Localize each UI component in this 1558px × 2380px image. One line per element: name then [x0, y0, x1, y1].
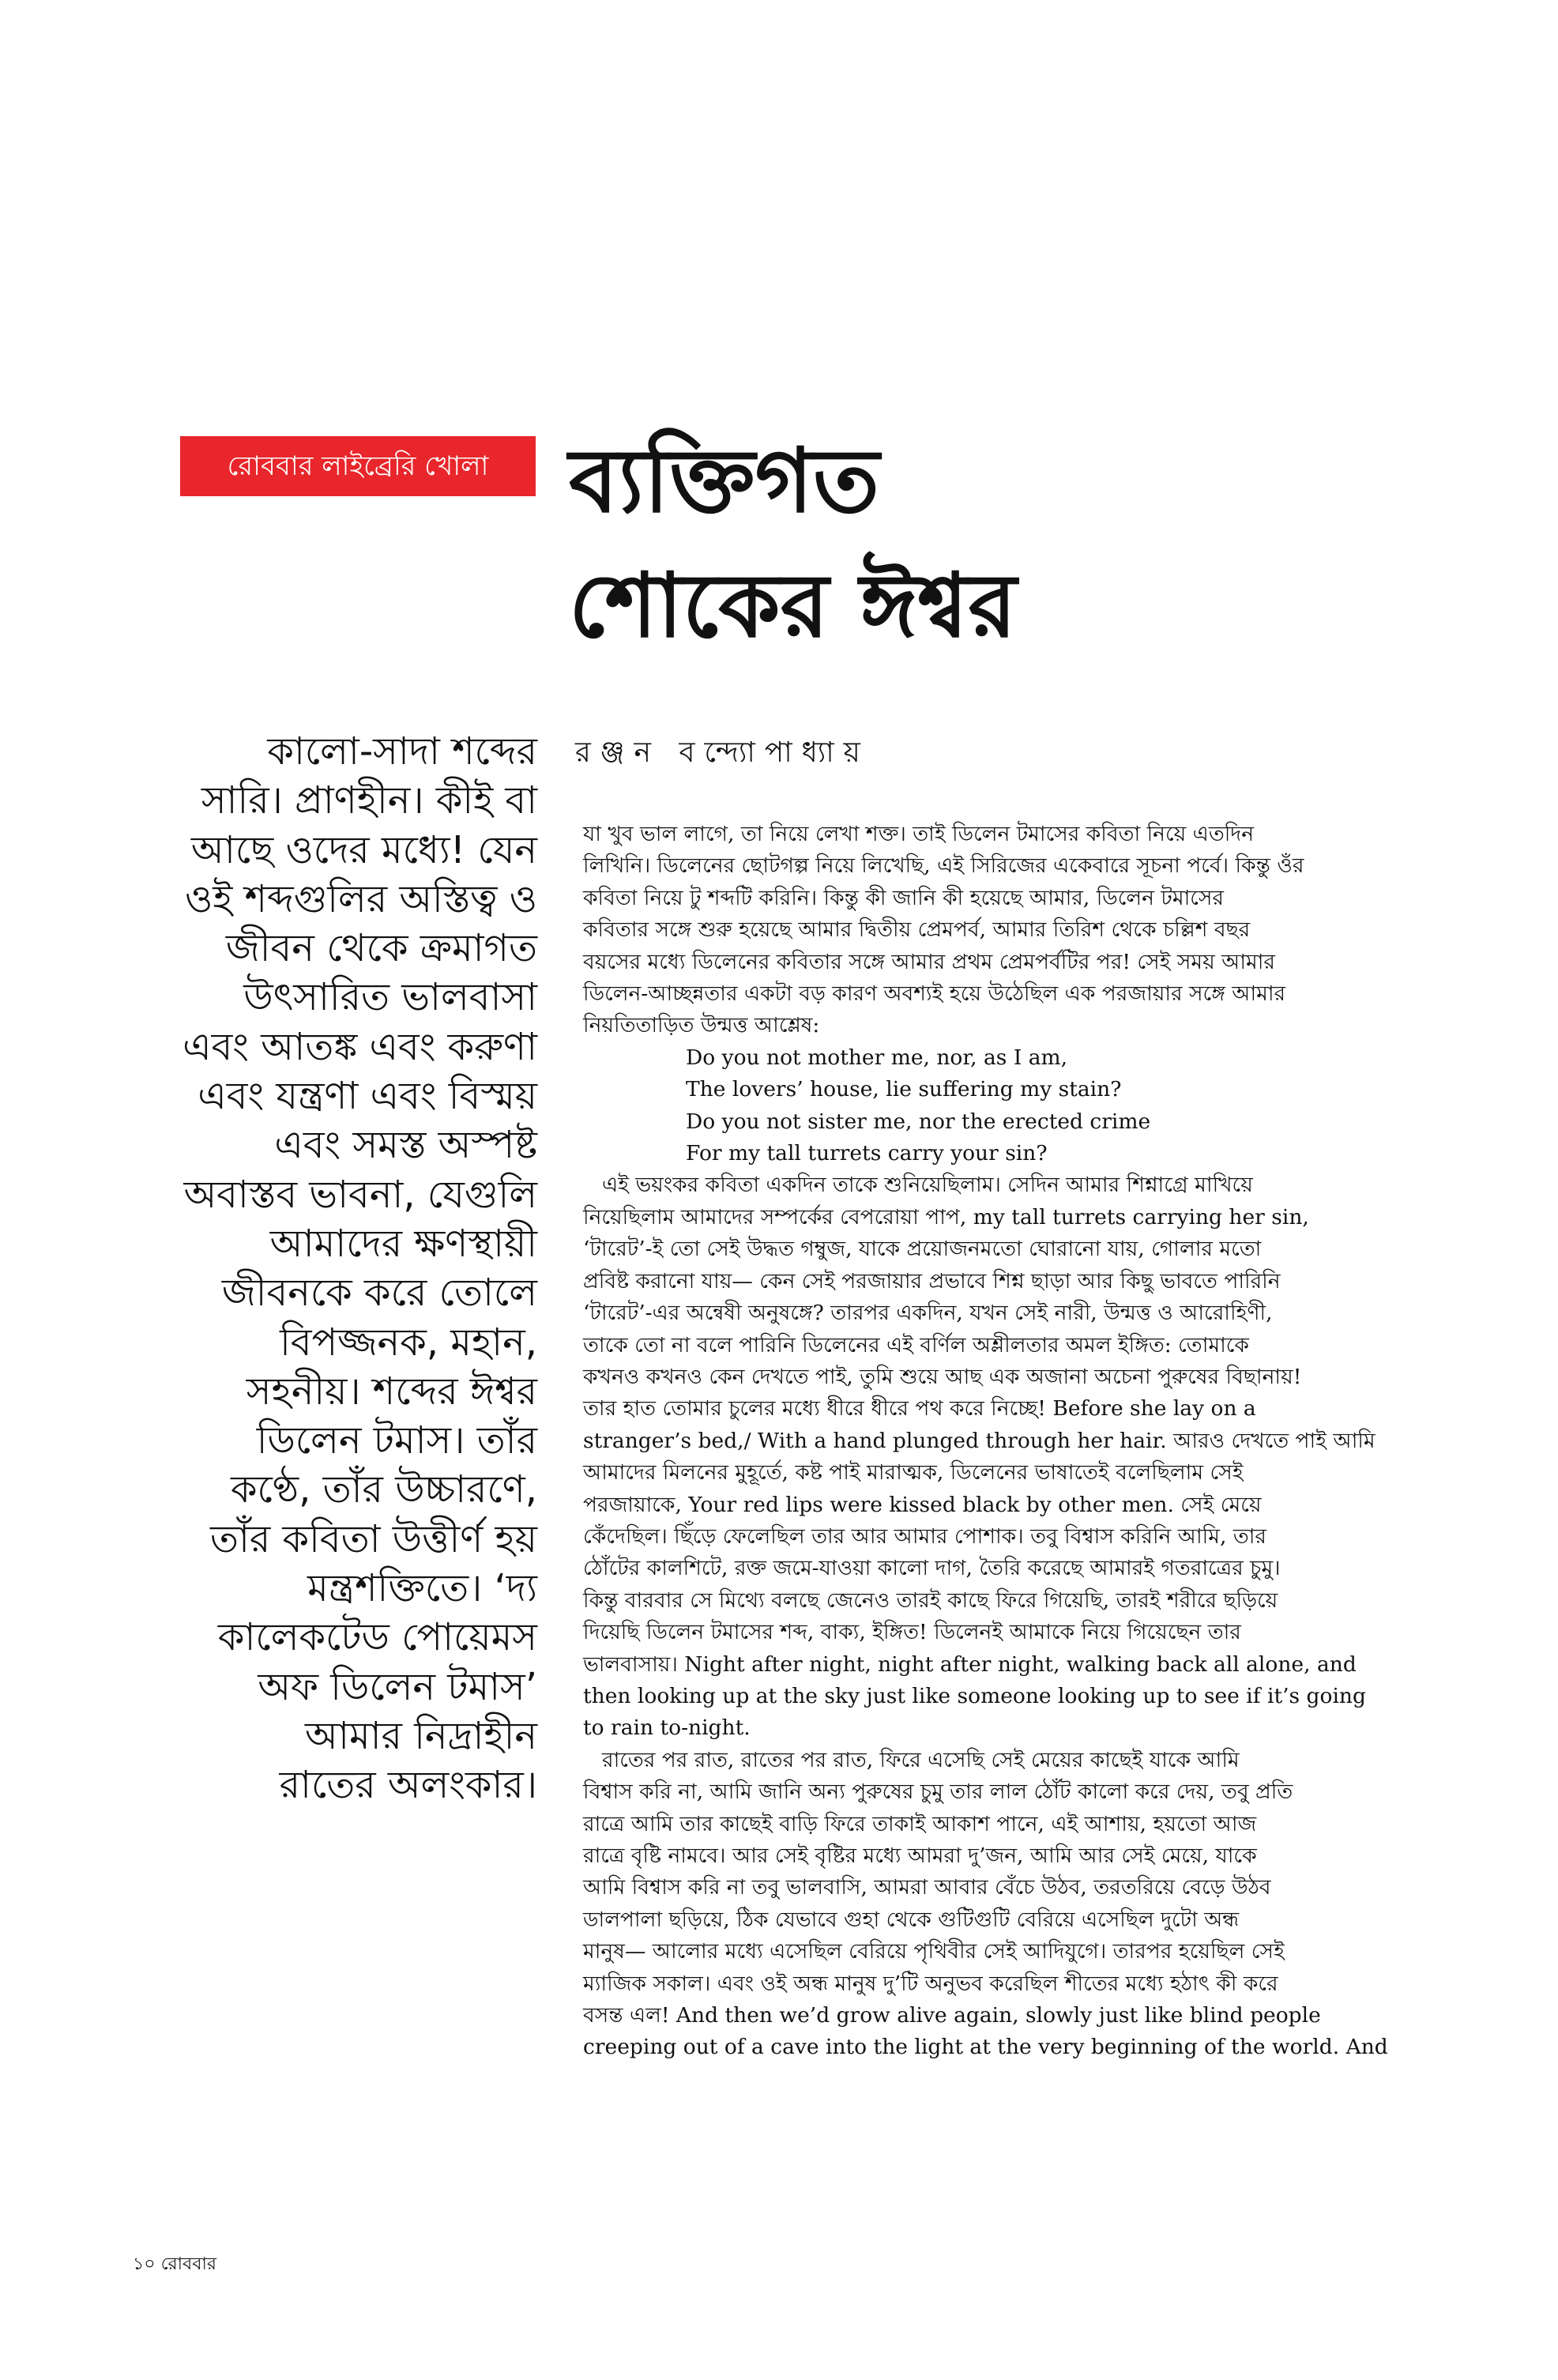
pull-quote-line: তাঁর কবিতা উত্তীর্ণ হয় — [209, 1516, 537, 1561]
pull-quote-line: আছে ওদের মধ্যে! যেন — [190, 827, 537, 872]
body-line: এই ভয়ংকর কবিতা একদিন তাকে শুনিয়েছিলাম। সেদিন আমার শিশ্নাগ্রে মাখিয়ে — [602, 1173, 1253, 1198]
body-line: ডিলেন-আচ্ছন্নতার একটা বড় কারণ অবশ্যই হয়ে উঠেছিল এক পরজায়ার সঙ্গে আমার — [583, 981, 1286, 1007]
body-line: কিন্তু বারবার সে মিথ্যে বলছে জেনেও তারই কাছে ফিরে গিয়েছি, তারই শরীরে ছড়িয়ে — [583, 1587, 1278, 1613]
pull-quote-line: এবং যন্ত্রণা এবং বিস্ময় — [198, 1074, 537, 1119]
pull-quote-line: অবাস্তব ভাবনা, যেগুলি — [183, 1172, 537, 1217]
body-line: creeping out of a cave into the light at the very beginning of the world. And — [583, 2035, 1388, 2060]
verse-line: For my tall turrets carry your sin? — [686, 1141, 1048, 1166]
author-byline: রঞ্জন বন্দ্যোপাধ্যায় — [575, 736, 870, 769]
body-line: ‘টারেট’-এর অন্বেষী অনুষঙ্গে? তারপর একদিন, যখন সেই নারী, উন্মত্ত ও আরোহিণী, — [583, 1301, 1273, 1326]
body-line: কবিতা নিয়ে টু শব্দটি করিনি। কিন্তু কী জানি কী হয়েছে আমার, ডিলেন টমাসের — [583, 885, 1224, 910]
body-line: রাত্রে বৃষ্টি নামবে। আর সেই বৃষ্টির মধ্যে আমরা দু’জন, আমি আর সেই মেয়ে, যাকে — [583, 1843, 1257, 1868]
verse-line: The lovers’ house, lie suffering my stain? — [686, 1077, 1122, 1102]
body-line: নিয়তিতাড়িত উন্মত্ত আশ্লেষ: — [583, 1013, 820, 1038]
body-line: stranger’s bed,/ With a hand plunged through her hair. আরও দেখতে পাই আমি — [583, 1428, 1375, 1453]
body-line: পরজায়াকে, Your red lips were kissed black by other men. সেই মেয়ে — [583, 1492, 1262, 1517]
body-line: দিয়েছি ডিলেন টমাসের শব্দ, বাক্য, ইঙ্গিত! ডিলেনই আমাকে নিয়ে গিয়েছেন তার — [583, 1620, 1241, 1645]
body-line: মানুষ— আলোর মধ্যে এসেছিল বেরিয়ে পৃথিবীর সেই আদিযুগে। তারপর হয়েছিল সেই — [583, 1939, 1285, 1964]
pull-quote-line: উৎসারিত ভালবাসা — [243, 975, 537, 1020]
article-body — [583, 819, 1440, 2064]
body-line: ডালপালা ছড়িয়ে, ঠিক যেভাবে গুহা থেকে গুটিগুটি বেরিয়ে এসেছিল দুটো অন্ধ — [583, 1907, 1240, 1932]
body-line: ঠোঁটের কালশিটে, রক্ত জমে-যাওয়া কালো দাগ, তৈরি করেছে আমারই গতরাত্রের চুমু। — [583, 1556, 1281, 1581]
body-line: লিখিনি। ডিলেনের ছোটগল্প নিয়ে লিখেছি, এই সিরিজের একেবারে সূচনা পর্বে। কিন্তু ওঁর — [583, 853, 1304, 879]
pull-quote-line: কালেকটেড পোয়েমস — [217, 1615, 537, 1660]
body-line: রাত্রে আমি তার কাছেই বাড়ি ফিরে তাকাই আকাশ পানে, এই আশায়, হয়তো আজ — [583, 1811, 1257, 1836]
body-line: ‘টারেট’-ই তো সেই উদ্ধত গম্বুজ, যাকে প্রয়োজনমতো ঘোরানো যায়, গোলার মতো — [583, 1237, 1262, 1262]
body-line: যা খুব ভাল লাগে, তা নিয়ে লেখা শক্ত। তাই ডিলেন টমাসের কবিতা নিয়ে এতদিন — [583, 822, 1255, 846]
pull-quote-line: সারি। প্রাণহীন। কীই বা — [201, 778, 537, 823]
verse-line: Do you not mother me, nor, as I am, — [686, 1045, 1068, 1070]
pull-quote-line: মন্ত্রশক্তিতে। ‘দ্য — [307, 1566, 537, 1611]
body-line: তার হাত তোমার চুলের মধ্যে ধীরে ধীরে পথ করে নিচ্ছে! Before she lay on a — [583, 1396, 1256, 1422]
pull-quote — [119, 727, 537, 1810]
body-line: আমাদের মিলনের মুহূর্তে, কষ্ট পাই মারাত্মক, ডিলেনের ভাষাতেই বলেছিলাম সেই — [583, 1460, 1244, 1486]
pull-quote-line: এবং সমস্ত অস্পষ্ট — [274, 1123, 537, 1168]
pull-quote-line: জীবনকে করে তোলে — [221, 1271, 537, 1316]
body-line: রাতের পর রাত, রাতের পর রাত, ফিরে এসেছি সেই মেয়ের কাছেই যাকে আমি — [602, 1747, 1240, 1772]
body-line: কখনও কখনও কেন দেখতে পাই, তুমি শুয়ে আছ এক অজানা অচেনা পুরুষের বিছানায়! — [583, 1364, 1302, 1389]
body-line: কেঁদেছিল। ছিঁড়ে ফেলেছিল তার আর আমার পোশাক। তবু বিশ্বাস করিনি আমি, তার — [583, 1523, 1266, 1549]
pull-quote-line: সহনীয়। শব্দের ঈশ্বর — [246, 1369, 537, 1414]
pull-quote-line: এবং আতঙ্ক এবং করুণা — [183, 1024, 537, 1069]
pull-quote-line: ওই শব্দগুলির অস্তিত্ব ও — [185, 876, 537, 921]
body-line: আমি বিশ্বাস করি না তবু ভালবাসি, আমরা আবার বেঁচে উঠব, তরতরিয়ে বেড়ে উঠব — [583, 1875, 1271, 1900]
body-line: ভালবাসায়। Night after night, night after night, walking back all alone, and — [583, 1651, 1357, 1677]
body-line: বিশ্বাস করি না, আমি জানি অন্য পুরুষের চুমু তার লাল ঠোঁট কালো করে দেয়, তবু প্রতি — [583, 1779, 1293, 1805]
body-line: to rain to-night. — [583, 1715, 751, 1741]
body-line: কবিতার সঙ্গে শুরু হয়েছে আমার দ্বিতীয় প্রেমপর্ব, আমার তিরিশ থেকে চল্লিশ বছর — [583, 917, 1251, 943]
verse-line: Do you not sister me, nor the erected crime — [686, 1109, 1151, 1134]
body-line: প্রবিষ্ট করানো যায়— কেন সেই পরজায়ার প্রভাবে শিশ্ন ছাড়া আর কিছু ভাবতে পারিনি — [583, 1268, 1281, 1294]
title-line: শোকের ঈশ্বর — [569, 555, 1017, 657]
body-line: then looking up at the sky just like someone looking up to see if it’s going — [583, 1683, 1366, 1708]
article-title — [569, 419, 1438, 668]
pull-quote-line: অফ ডিলেন টমাস’ — [258, 1664, 537, 1709]
pull-quote-line: ডিলেন টমাস। তাঁর — [256, 1418, 537, 1463]
body-line: নিয়েছিলাম আমাদের সম্পর্কের বেপরোয়া পাপ, my tall turrets carrying her sin, — [583, 1204, 1309, 1230]
body-line: তাকে তো না বলে পারিনি ডিলেনের এই বর্ণিল অশ্লীলতার অমল ইঙ্গিত: তোমাকে — [583, 1332, 1249, 1358]
pull-quote-line: আমাদের ক্ষণস্থায়ী — [269, 1221, 537, 1266]
section-badge: রোববার লাইব্রেরি খোলা — [180, 436, 536, 496]
pull-quote-line: বিপজ্জনক, মহান, — [280, 1320, 537, 1365]
pull-quote-line: কণ্ঠে, তাঁর উচ্চারণে, — [230, 1467, 537, 1512]
body-line: ম্যাজিক সকাল। এবং ওই অন্ধ মানুষ দু’টি অনুভব করেছিল শীতের মধ্যে হঠাৎ কী করে — [583, 1971, 1278, 1996]
pull-quote-line: আমার নিদ্রাহীন — [304, 1713, 537, 1758]
body-line: বসন্ত এল! And then we’d grow alive again, slowly just like blind people — [583, 2003, 1321, 2028]
pull-quote-line: জীবন থেকে ক্রমাগত — [225, 926, 537, 971]
body-line: বয়সের মধ্যে ডিলেনের কবিতার সঙ্গে আমার প্রথম প্রেমপর্বটির পর! সেই সময় আমার — [583, 949, 1276, 974]
pull-quote-line: কালো-সাদা শব্দের — [267, 729, 537, 774]
page-footer: ১০ রোববার — [133, 2254, 216, 2274]
title-line: ব্যক্তিগত — [569, 430, 880, 533]
pull-quote-line: রাতের অলংকার। — [279, 1763, 537, 1808]
